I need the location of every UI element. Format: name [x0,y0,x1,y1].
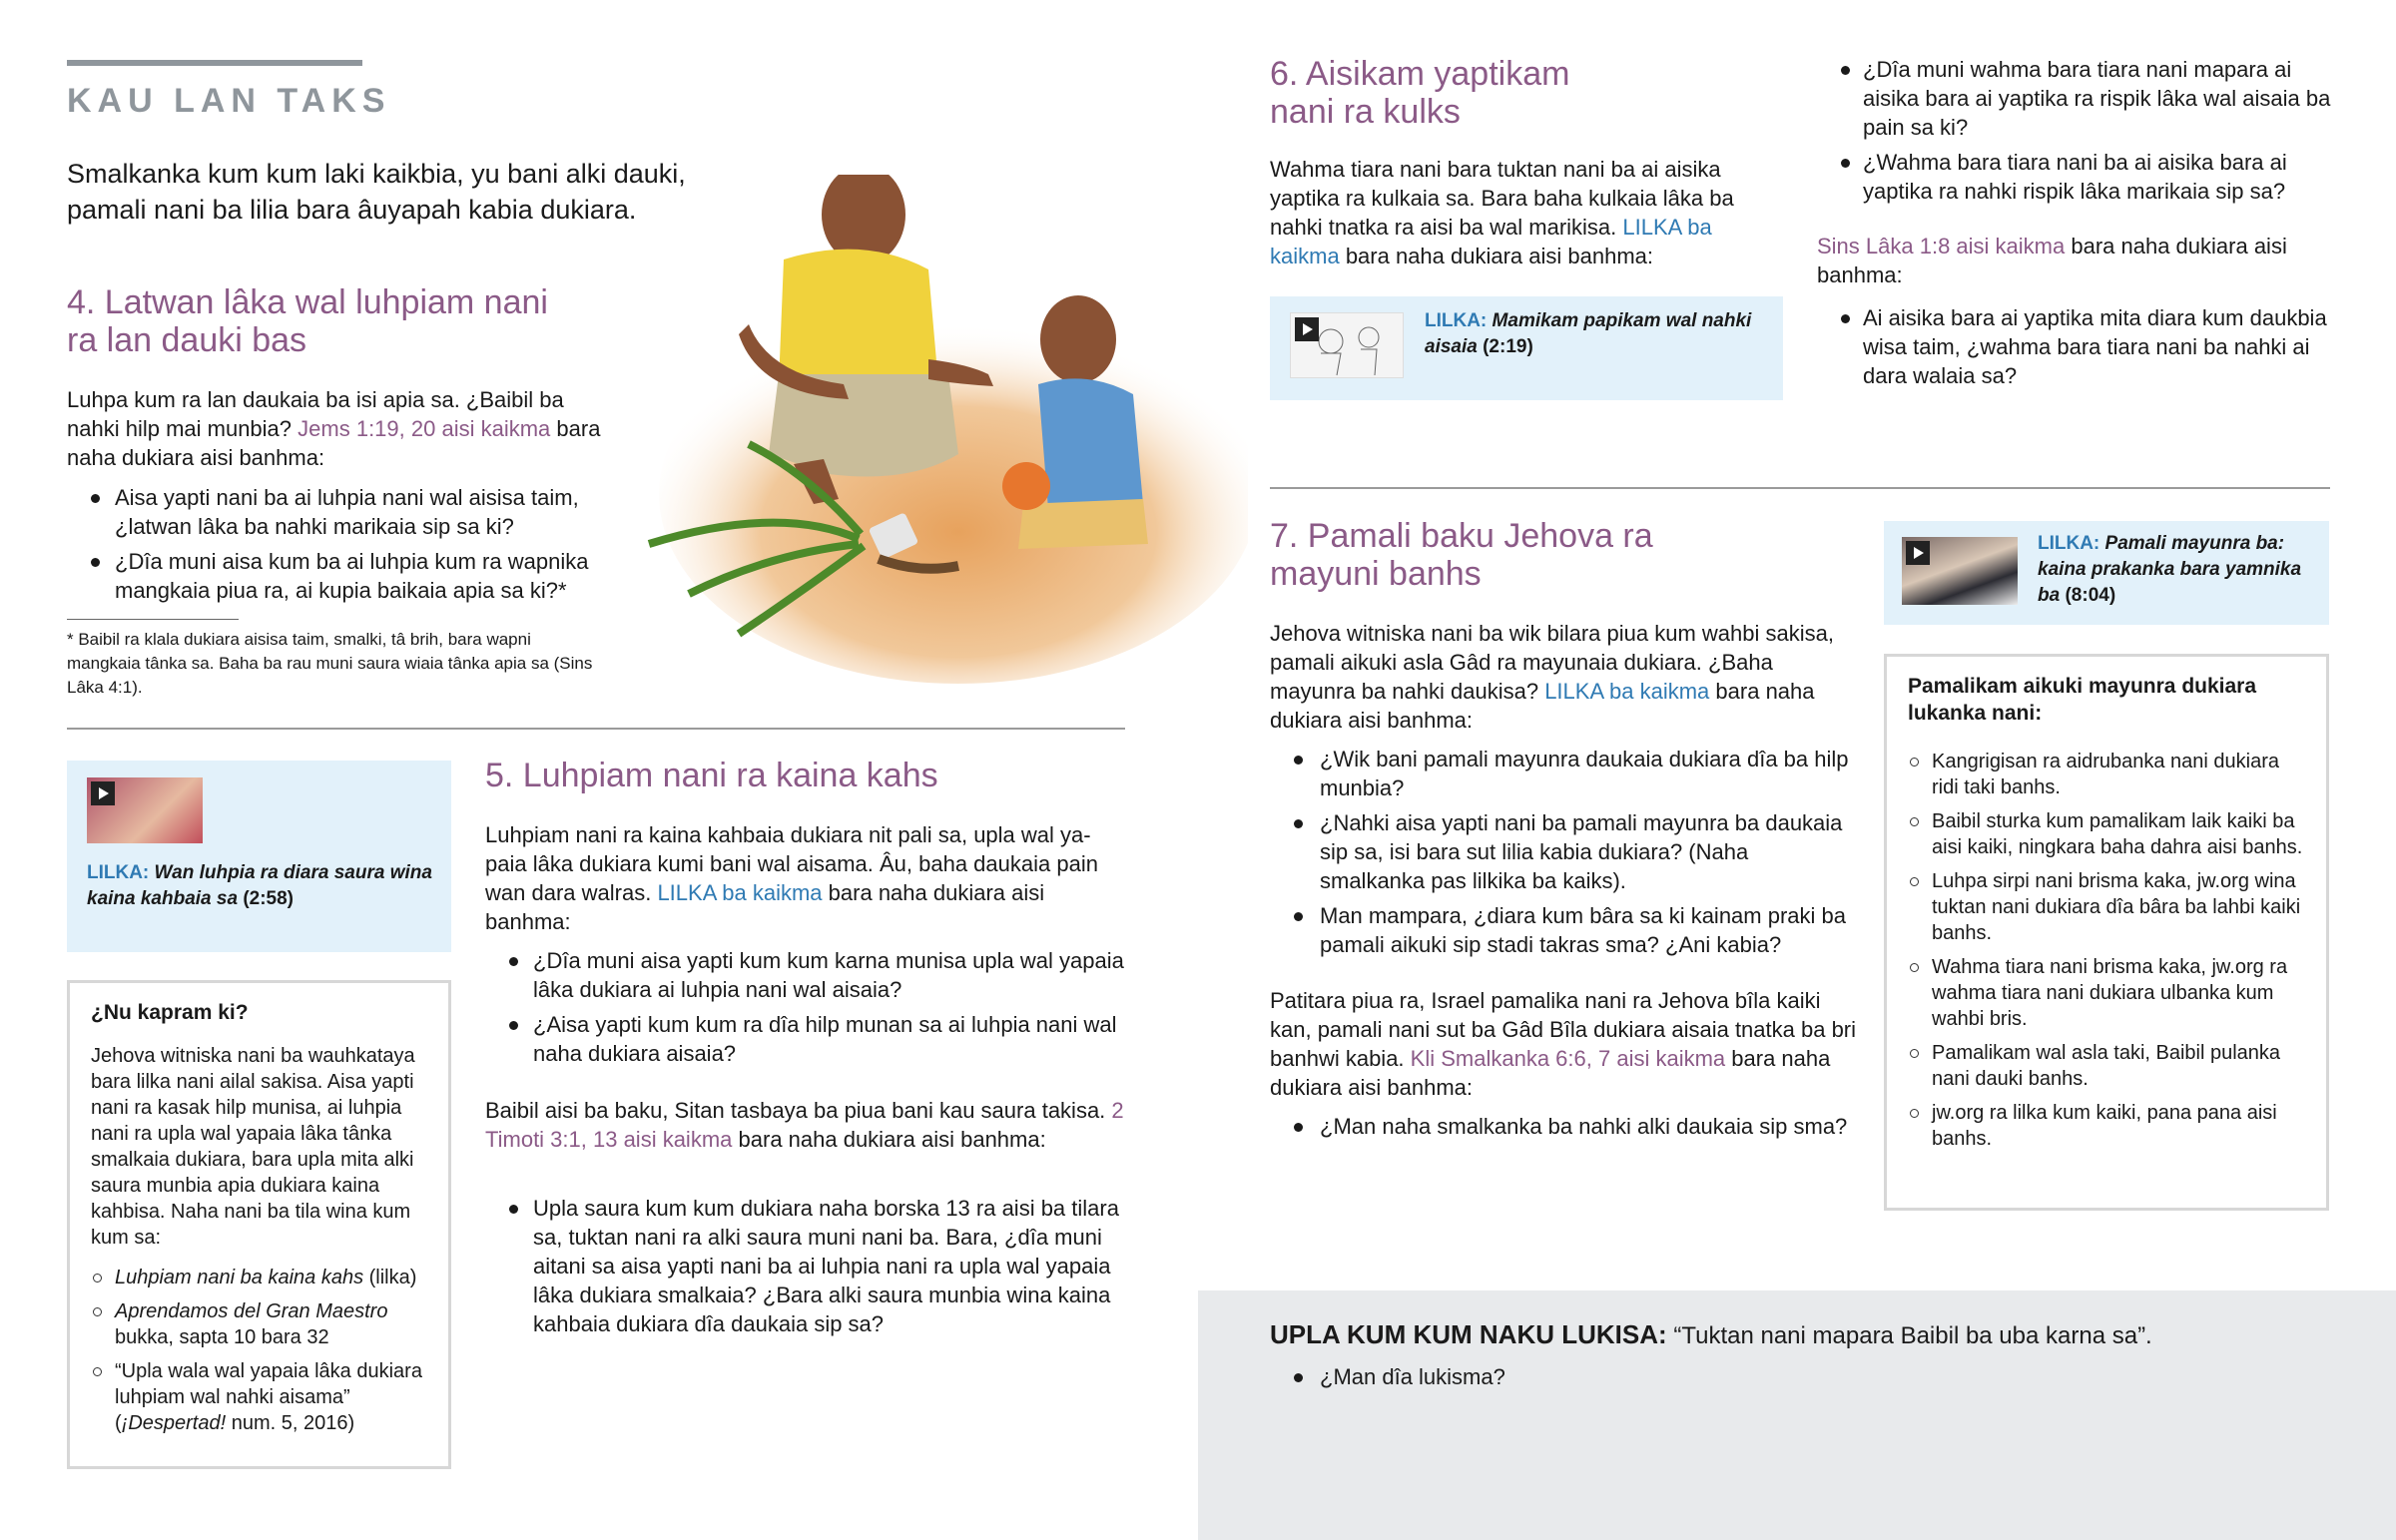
resource-list [91,1265,435,1444]
section-7-title-line2: mayuni banhs [1270,555,1482,593]
list-item: jw.org ra lilka kum kaiki, pana pana aisi banhs. [1908,1100,2307,1152]
section-7-paragraph [1270,619,1849,735]
list-item: ¿Wahma bara tiara nani ba ai aisika bara ai yaptika ra nahki rispik lâka marikaia sip sa? [1817,148,2336,206]
section-6-text-2: bara naha dukiara aisi banhma: [1817,234,2287,287]
watch-video-link[interactable]: LILKA ba kaikma [1544,679,1710,704]
section-6-title-line1: 6. Aisikam yaptikam [1270,55,1570,93]
section-6-questions [1817,55,2336,212]
family-worship-ideas-box [1884,654,2329,1211]
section-6-paragraph [1270,155,1779,270]
section-4-questions [67,483,606,611]
section-4-title [67,283,626,359]
section-6-title-line2: nani ra kulks [1270,93,1461,131]
watch-video-link[interactable]: LILKA ba kaikma [1270,215,1712,268]
list-item: Luhpiam nani ba kaina kahs (lilka) [91,1265,435,1290]
illustration-father-son [629,175,1248,684]
section-7-title-line1: 7. Pamali baku Jehova ra [1270,517,1653,555]
scripture-ref-timoti[interactable]: 2 Timoti 3:1, 13 aisi kaikma [485,1098,1124,1152]
list-item: Aisa yapti nani ba ai luhpia nani wal aisisa taim, ¿latwan lâka ba nahki marikaia sip sa ki? [67,483,606,541]
section-7-paragraph-2 [1270,986,1857,1102]
list-item: ¿Dîa muni aisa yapti kum kum karna munisa upla wal yapaia lâka dukiara ai luhpia nani wal aisaia? [485,946,1124,1004]
section-7-text-2: Patitara piua ra, Israel pamalika nani ra Jehova bîla kaiki kan, pamali nani sut ba Gâd Bîla dukiara aisaia tnatka ba bri banhwi kabia. [1270,988,1857,1071]
list-item: Baibil sturka kum pamalikam laik kaiki ba aisi kaiki, ningkara baha dahra aisi banhs. [1908,808,2307,860]
did-you-know-box [67,980,451,1469]
section-5-title: 5. Luhpiam nani ra kaina kahs [485,757,938,794]
section-6-questions-2 [1817,303,2336,396]
video-thumbnail[interactable] [1902,537,2018,605]
section-6-text: Wahma tiara nani bara tuktan nani ba ai aisika yaptika ra kulkaia sa. Bara baha kulkaia lâka ba nahki tnatka ra aisi ba wal marikisa. [1270,157,1734,240]
section-divider [67,728,1125,730]
father-son-illustration [629,175,1248,684]
list-item: ¿Aisa yapti kum kum ra dîa hilp munan sa ai luhpia nani wal naha dukiara aisaia? [485,1010,1124,1068]
video-duration: (2:19) [1483,336,1533,357]
video-card[interactable] [67,761,451,952]
list-item: ¿Dîa muni wahma bara tiara nani mapara ai aisika bara ai yaptika ra rispik lâka wal aisaia ba pain sa ki? [1817,55,2336,142]
intro-text: Smalkanka kum kum laki kaikbia, yu bani alki dauki, pamali nani ba lilia bara âuyapah kabia dukiara. [67,159,686,225]
list-item: ¿Wik bani pamali mayunra daukaia dukiara dîa ba hilp munbia? [1270,745,1857,802]
footnote-rule [67,619,239,620]
section-5-paragraph [485,820,1124,936]
list-item: ¿Dîa muni aisa kum ba ai luhpia kum ra wapnika mangkaia piua ra, ai kupia baikaia apia sa ki?* [67,547,606,605]
section-divider [1270,487,2330,489]
section-4-title-line2: ra lan dauki bas [67,321,307,359]
list-item: Aprendamos del Gran Maestro bukka, sapta 10 bara 32 [91,1298,435,1350]
section-7-title [1270,517,1769,593]
section-6-paragraph-2 [1817,232,2336,289]
section-5-questions-2 [485,1194,1124,1344]
section-4-title-line1: 4. Latwan lâka wal luhpiam nani [67,283,548,321]
list-item: Luhpa sirpi nani brisma kaka, jw.org wina tuktan nani dukiara dîa bâra ba lahbi kaiki banhs. [1908,868,2307,946]
objection-footer [1198,1290,2396,1540]
section-6-title [1270,55,1749,131]
list-item: Pamalikam wal asla taki, Baibil pulanka nani dauki banhs. [1908,1040,2307,1092]
video-label: LILKA: [2038,533,2100,554]
section-7-text: Jehova witniska nani ba wik bilara piua kum wahbi sakisa, pamali aikuki asla Gâd ra mayunaia dukiara. ¿Baha mayunra ba nahki daukisa? [1270,621,1834,704]
video-duration: (2:58) [243,888,295,909]
list-item: Ai aisika bara ai yaptika mita diara kum daukbia wisa taim, ¿wahma bara tiara nani ba nahki ai dara walaia sa? [1817,303,2336,390]
video-title: Pamali mayunra ba: kaina prakanka bara yamnika ba [2038,533,2302,606]
page-title: KAU LAN TAKS [67,82,391,120]
list-item: Man mampara, ¿diara kum bâra sa ki kainam praki ba pamali aikuki sip stadi takras sma? ¿Ani kabia? [1270,901,1857,959]
scripture-ref-kli-smalkanka[interactable]: Kli Smalkanka 6:6, 7 aisi kaikma [1410,1046,1726,1071]
list-item: “Upla wala wal yapaia lâka dukiara luhpiam wal nahki aisama” (¡Despertad! num. 5, 2016) [91,1358,435,1436]
section-5-paragraph-2 [485,1096,1124,1154]
list-item: ¿Man dîa lukisma? [1270,1362,2069,1391]
section-5-text: Luhpiam nani ra kaina kahbaia dukiara nit pali sa, upla wal yapaia lâka dukiara kumi bani wal aisama. Âu, baha daukaia pain wan dara walras. [485,822,1098,905]
objection-line [1270,1318,2348,1352]
video-caption [87,860,436,912]
section-4-text: Luhpa kum ra lan daukaia ba isi apia sa. ¿Baibil ba nahki hilp mai munbia? [67,387,564,441]
play-icon[interactable] [1295,317,1319,341]
footnote: * Baibil ra klala dukiara aisisa taim, smalki, tâ brih, bara wapni mangkaia tânka sa. Baha ba rau muni saura wiaia tânka apia sa (Sins Lâka 4:1). [67,630,593,697]
play-icon[interactable] [91,781,115,805]
did-you-know-body: Jehova witniska nani ba wauhkataya bara lilka nani ailal sakisa. Aisa yapti nani ra kasak hilp munisa, ai luhpia nani ra upla wal yapaia lâka tânka smalkaia dukiara, bara upla mita alki saura munbia apia dukiara kaina kahbisa. Naha nani ba tila wina kum kum sa: [91,1045,415,1249]
section-7-questions [1270,745,1857,965]
header-rule [67,60,362,66]
video-title: Wan luhpia ra diara saura wina kaina kahbaia sa [87,862,432,909]
list-item: Kangrigisan ra aidrubanka nani dukiara ridi taki banhs. [1908,749,2307,800]
video-thumbnail[interactable] [1290,312,1404,378]
scripture-ref-jems[interactable]: Jems 1:19, 20 aisi kaikma [298,416,551,441]
video-card[interactable] [1884,521,2329,625]
list-item: Upla saura kum kum dukiara naha borska 13 ra aisi ba tilara sa, tuktan nani ra alki saura muni nani ba. Bara, ¿dîa muni aitani sa aisa yapti nani ba ai luhpia nani ra upla wal yapaia lâka dukiara smalkaia? ¿Bara alki saura munbia wina kaina kahbaia dukiara dîa daukaia sip sa? [485,1194,1124,1338]
objection-questions [1270,1362,2069,1397]
video-card[interactable] [1270,296,1783,400]
section-5-text-2: Baibil aisi ba baku, Sitan tasbaya ba piua bani kau saura takisa. [485,1098,1106,1123]
section-5-text-tail: bara naha dukiara aisi banhma: [485,880,1045,934]
did-you-know-title: ¿Nu kapram ki? [91,1001,249,1024]
video-thumbnail[interactable] [87,777,203,843]
objection-label: UPLA KUM KUM NAKU LUKISA: [1270,1319,1667,1349]
video-label: LILKA: [87,862,150,883]
section-5-text-2-tail: bara naha dukiara aisi banhma: [738,1127,1046,1152]
watch-video-link[interactable]: LILKA ba kaikma [657,880,823,905]
section-7-text-tail: bara naha dukiara aisi banhma: [1270,679,1815,733]
section-7-text-2-tail: bara naha dukiara aisi banhma: [1270,1046,1831,1100]
list-item: Wahma tiara nani brisma kaka, jw.org ra wahma tiara nani dukiara ulbanka kum wahbi bris. [1908,954,2307,1032]
video-caption [1425,308,1764,360]
ideas-list [1908,749,2307,1160]
video-label: LILKA: [1425,310,1488,331]
section-4-text-tail: bara naha dukiara aisi banhma: [67,416,601,470]
play-icon[interactable] [1906,541,1930,565]
section-5-questions [485,946,1124,1074]
list-item: ¿Man naha smalkanka ba nahki alki daukaia sip sma? [1270,1112,1857,1141]
scripture-ref-sins[interactable]: Sins Lâka 1:8 aisi kaikma [1817,234,2066,258]
video-title: Mamikam papikam wal nahki aisaia [1425,310,1752,357]
section-6-text-tail: bara naha dukiara aisi banhma: [1345,244,1654,268]
ideas-box-title: Pamalikam aikuki mayunra dukiara lukanka nani: [1908,675,2257,725]
objection-quote: “Tuktan nani mapara Baibil ba uba karna sa”. [1673,1322,2152,1349]
section-4-paragraph [67,385,606,472]
list-item: ¿Nahki aisa yapti nani ba pamali mayunra ba daukaia sip sa, isi bara sut lilia kabia dukiara? (Naha smalkanka pas lilkika ba kaiks). [1270,808,1857,895]
section-7-questions-2 [1270,1112,1857,1147]
video-duration: (8:04) [2065,585,2116,606]
video-caption [2038,531,2317,609]
